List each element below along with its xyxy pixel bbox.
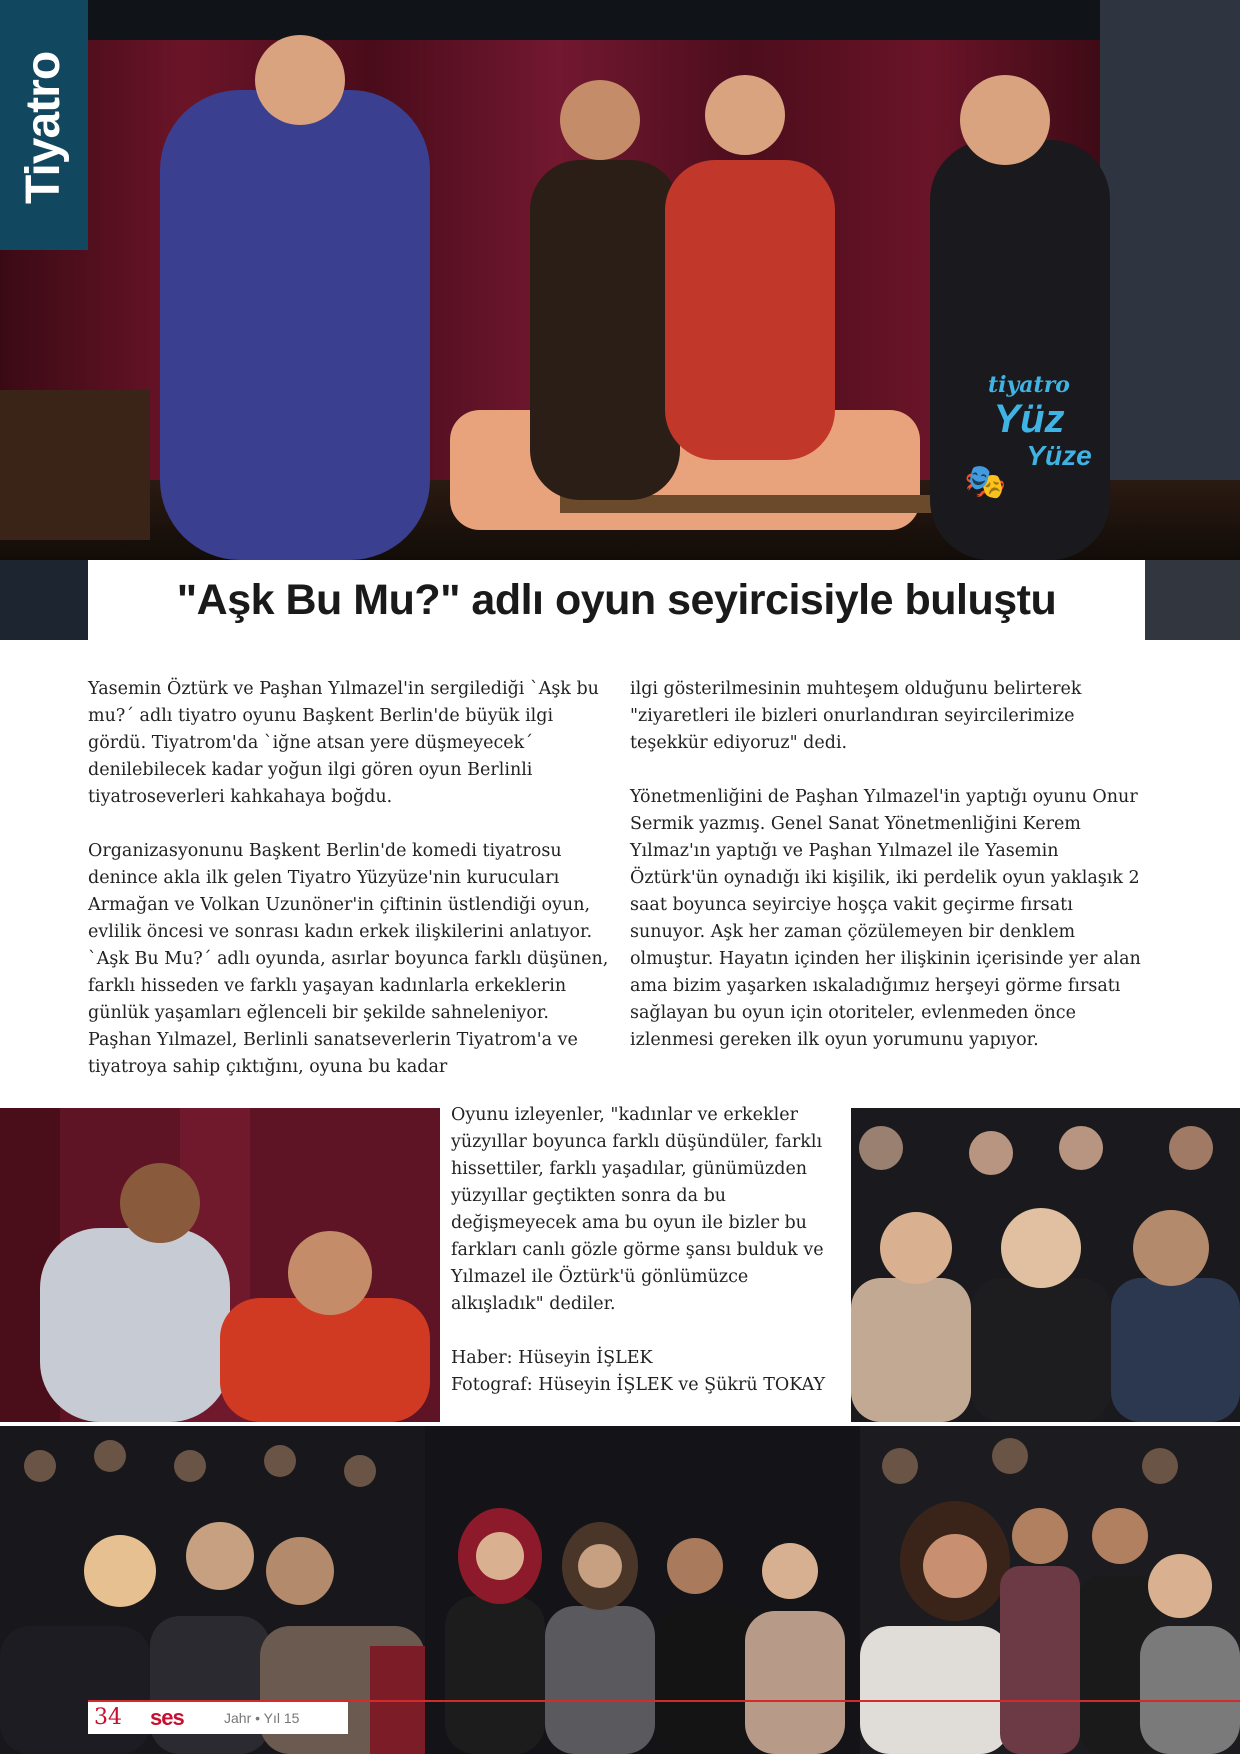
paragraph: Yasemin Öztürk ve Paşhan Yılmazel'in sergilediği `Aşk bu mu?´ adlı tiyatro oyunu Başkent Berlin'de büyük ilgi gördü. Tiyatrom'da `iğne atsan yere düşmeyecek´ denilebilecek kadar yoğun ilgi gören oyun Berlinli tiyatroseverleri kahkahaya boğdu. xyxy=(88,679,599,807)
audience-photo-3 xyxy=(425,1426,860,1754)
section-label: Tiyatro xyxy=(17,51,70,205)
article-title: "Aşk Bu Mu?" adlı oyun seyircisiyle buluştu xyxy=(176,576,1057,624)
hero-left-edge xyxy=(0,560,88,640)
credit-photo: Fotograf: Hüseyin İŞLEK ve Şükrü TOKAY xyxy=(451,1375,826,1395)
middle-text-block xyxy=(451,1102,831,1399)
logo-line-2: Yüz xyxy=(993,397,1065,441)
hero-right-edge xyxy=(1145,560,1240,640)
paragraph: Organizasyonunu Başkent Berlin'de komedi tiyatrosu denince akla ilk gelen Tiyatro Yüzyüze'nin kurucuları Armağan ve Volkan Uzunöner'in çiftinin üstlendiği oyun, evlilik öncesi ve sonrası kadın erkek ilişkilerini anlatıyor. `Aşk Bu Mu?´ adlı oyunda, asırlar boyunca farklı düşünen, farklı hisseden ve farklı yaşayan kadınlarla erkeklerin günlük yaşamları eğlenceli bir şekilde sahneleniyor. Paşhan Yılmazel, Berlinli sanatseverlerin Tiyatrom'a ve tiyatroya sahip çıktığını, oyuna bu kadar xyxy=(88,841,609,1077)
logo-line-1: tiyatro xyxy=(988,372,1070,398)
page-number: 34 xyxy=(94,1705,122,1730)
scene-photo xyxy=(0,1108,440,1422)
footer-background xyxy=(88,1702,348,1734)
credit-news: Haber: Hüseyin İŞLEK xyxy=(451,1348,653,1368)
paragraph: Oyunu izleyenler, "kadınlar ve erkekler yüzyıllar boyunca farklı düşündüler, farklı hissettiler, farklı yaşadılar, günümüzden yüzyıllar geçtikten sonra da bu değişmeyecek ama bu oyun ile bizler bu farkları canlı gözle görme şansı bulduk ve Yılmazel ile Öztürk'ü gönlümüzce alkışladık" dediler. xyxy=(451,1105,824,1314)
article-title-bar xyxy=(88,560,1145,640)
audience-photo-1 xyxy=(851,1108,1240,1422)
audience-photo-4 xyxy=(860,1426,1240,1754)
left-column xyxy=(88,676,613,1108)
paragraph: Yönetmenliğini de Paşhan Yılmazel'in yaptığı oyunu Onur Sermik yazmış. Genel Sanat Yönetmenliğini Kerem Yılmaz'ın yaptığı ve Paşhan Yılmazel ile Yasemin Öztürk'ün oynadığı iki kişilik, iki perdelik oyun yaklaşık 2 saat boyunca seyirciye hoşça vakit geçirme fırsatı sunuyor. Aşk her zaman çözülemeyen bir denklem olmuştur. Hayatın içinden her ilişkinin içerisinde yer alan ama bizim yaşarken ıskaladığımız herşeyi görme fırsatı sağlayan bu oyun için otoriteler, evlenmeden önce izlenmesi gereken ilk oyun yorumunu yapıyor. xyxy=(630,787,1141,1050)
magazine-logo: ses xyxy=(150,1705,184,1730)
right-column xyxy=(630,676,1142,1081)
logo-line-3: Yüze xyxy=(1026,440,1092,471)
paragraph: ilgi gösterilmesinin muhteşem olduğunu belirterek "ziyaretleri ile bizleri onurlandıran seyircilerimize teşekkür ediyoruz" dedi. xyxy=(630,679,1082,753)
theatre-masks-icon: 🎭 xyxy=(964,462,1007,502)
issue-label: Jahr • Yıl 15 xyxy=(224,1710,300,1726)
tiyatro-yuzyuze-logo xyxy=(954,372,1104,512)
section-tab xyxy=(0,0,88,250)
